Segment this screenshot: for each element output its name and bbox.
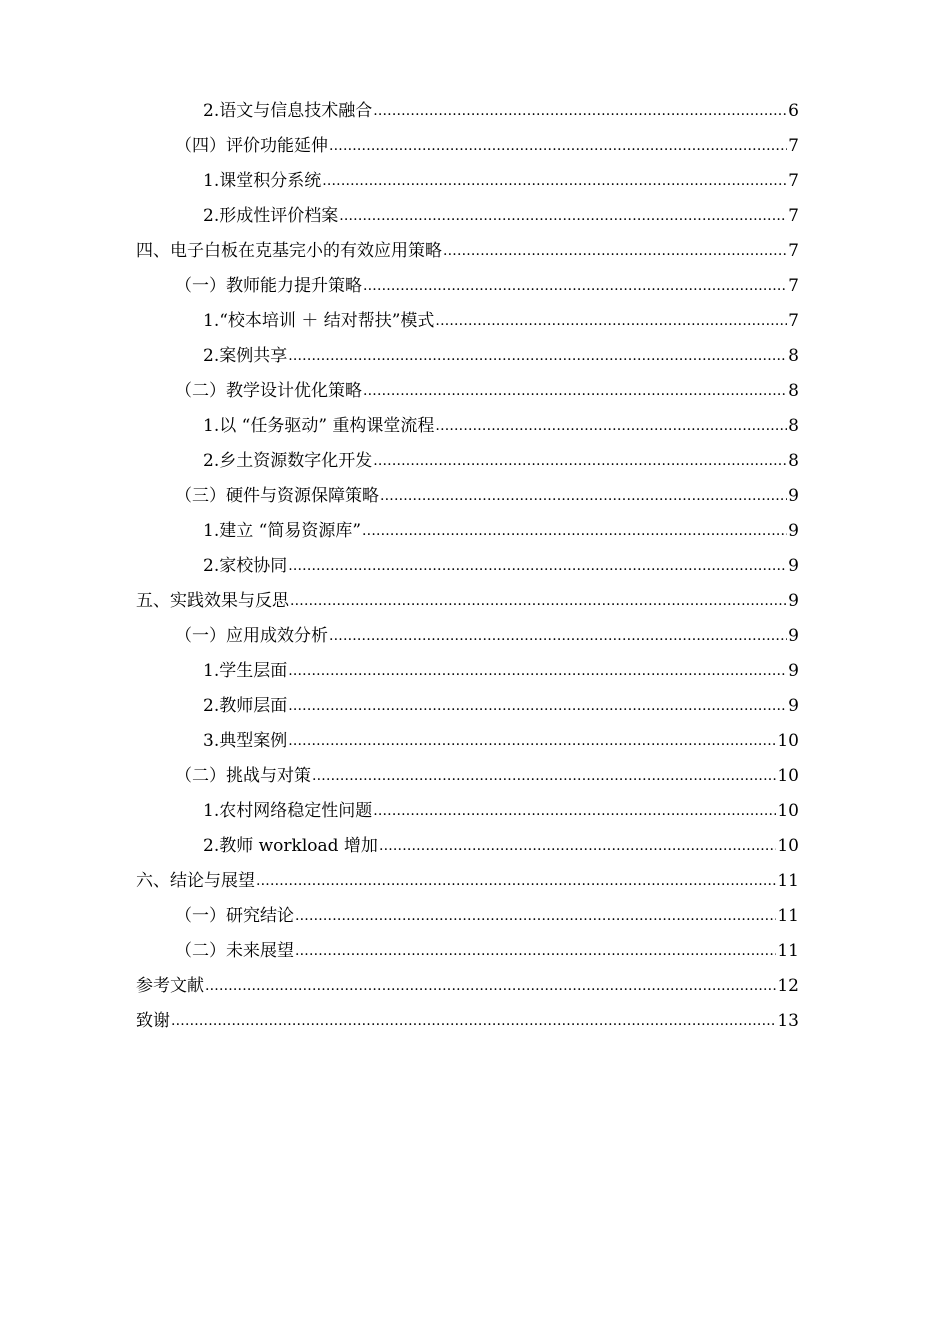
toc-entry[interactable] [203,786,799,821]
toc-entry[interactable] [203,541,799,576]
toc-dot-leader [379,836,776,856]
toc-entry-page-number: 7 [788,241,799,261]
toc-dot-leader [288,731,776,751]
toc-entry[interactable] [136,996,799,1031]
toc-entry-page-number: 11 [777,871,799,891]
toc-entry-title: 致谢 [136,1011,170,1031]
toc-entry[interactable] [203,646,799,681]
toc-entry-title: （一）教师能力提升策略 [175,276,362,296]
toc-entry[interactable] [203,401,799,436]
toc-entry[interactable] [203,86,799,121]
toc-entry[interactable] [203,681,799,716]
toc-entry-title: （二）挑战与对策 [175,766,311,786]
toc-entry[interactable] [203,506,799,541]
toc-entry[interactable] [203,191,799,226]
toc-entry-page-number: 6 [788,101,799,121]
toc-entry-page-number: 10 [777,766,799,786]
toc-entry-title: 2.语文与信息技术融合 [203,101,373,121]
toc-entry[interactable] [175,471,799,506]
toc-entry[interactable] [175,926,799,961]
toc-entry-page-number: 7 [788,206,799,226]
toc-dot-leader [435,416,787,436]
toc-dot-leader [288,696,787,716]
toc-entry[interactable] [136,856,799,891]
toc-entry-page-number: 12 [777,976,799,996]
toc-entry[interactable] [203,331,799,366]
toc-entry-title: 2.案例共享 [203,346,288,366]
toc-dot-leader [363,381,787,401]
toc-dot-leader [363,276,787,296]
toc-entry-title: 六、结论与展望 [136,871,255,891]
toc-dot-leader [373,801,776,821]
toc-dot-leader [373,101,787,121]
toc-entry-page-number: 9 [788,626,799,646]
toc-entry-page-number: 9 [788,591,799,611]
toc-entry-page-number: 10 [777,836,799,856]
toc-entry-title: 3.典型案例 [203,731,288,751]
toc-dot-leader [288,556,787,576]
toc-dot-leader [288,661,787,681]
toc-entry-title: （四）评价功能延伸 [175,136,328,156]
toc-entry-title: （二）未来展望 [175,941,294,961]
toc-dot-leader [380,486,787,506]
toc-entry-page-number: 8 [788,416,799,436]
toc-entry-title: 2.形成性评价档案 [203,206,339,226]
toc-entry[interactable] [175,366,799,401]
toc-entry-title: （一）研究结论 [175,906,294,926]
toc-entry-page-number: 8 [788,381,799,401]
toc-dot-leader [256,871,776,891]
toc-entry[interactable] [203,296,799,331]
toc-entry-page-number: 7 [788,276,799,296]
toc-entry-title: 2.家校协同 [203,556,288,576]
toc-dot-leader [362,521,787,541]
toc-entry-title: 1.课堂积分系统 [203,171,322,191]
toc-entry-page-number: 11 [777,906,799,926]
toc-entry[interactable] [136,226,799,261]
toc-entry-page-number: 11 [777,941,799,961]
toc-entry-page-number: 8 [788,346,799,366]
toc-entry[interactable] [136,576,799,611]
toc-entry-page-number: 9 [788,661,799,681]
toc-dot-leader [171,1011,776,1031]
toc-entry[interactable] [203,156,799,191]
toc-entry-page-number: 7 [788,136,799,156]
toc-entry-title: 1.农村网络稳定性问题 [203,801,373,821]
toc-dot-leader [373,451,787,471]
toc-entry[interactable] [175,261,799,296]
toc-dot-leader [295,906,776,926]
toc-dot-leader [312,766,776,786]
toc-entry[interactable] [175,751,799,786]
toc-dot-leader [329,626,787,646]
toc-entry[interactable] [175,611,799,646]
toc-entry[interactable] [203,436,799,471]
toc-entry-page-number: 9 [788,521,799,541]
toc-entry-title: 1.以 “任务驱动” 重构课堂流程 [203,416,435,436]
toc-entry-page-number: 9 [788,486,799,506]
toc-entry-title: 2.乡土资源数字化开发 [203,451,373,471]
toc-entry-page-number: 9 [788,696,799,716]
toc-entry-page-number: 10 [777,731,799,751]
toc-entry[interactable] [175,891,799,926]
toc-dot-leader [295,941,776,961]
toc-dot-leader [290,591,787,611]
toc-entry-title: （一）应用成效分析 [175,626,328,646]
toc-dot-leader [205,976,776,996]
toc-entry-page-number: 8 [788,451,799,471]
toc-entry[interactable] [175,121,799,156]
toc-entry[interactable] [136,961,799,996]
toc-entry-title: （三）硬件与资源保障策略 [175,486,379,506]
toc-entry-title: 2.教师 workload 增加 [203,836,378,856]
toc-dot-leader [322,171,787,191]
toc-dot-leader [443,241,787,261]
toc-entry-title: （二）教学设计优化策略 [175,381,362,401]
toc-entry[interactable] [203,821,799,856]
toc-entry-page-number: 9 [788,556,799,576]
toc-entry[interactable] [203,716,799,751]
toc-entry-title: 五、实践效果与反思 [136,591,289,611]
toc-dot-leader [329,136,787,156]
toc-entry-page-number: 13 [777,1011,799,1031]
toc-entry-title: 1.学生层面 [203,661,288,681]
toc-entry-page-number: 7 [788,311,799,331]
toc-entry-title: 2.教师层面 [203,696,288,716]
toc-entry-title: 四、电子白板在克基完小的有效应用策略 [136,241,442,261]
toc-entry-title: 参考文献 [136,976,204,996]
toc-entry-title: 1.建立 “简易资源库” [203,521,362,541]
toc-entry-page-number: 10 [777,801,799,821]
toc-entry-title: 1.“校本培训 ＋ 结对帮扶”模式 [203,311,435,331]
toc-dot-leader [288,346,787,366]
toc-entry-page-number: 7 [788,171,799,191]
toc-dot-leader [339,206,787,226]
toc-dot-leader [435,311,787,331]
